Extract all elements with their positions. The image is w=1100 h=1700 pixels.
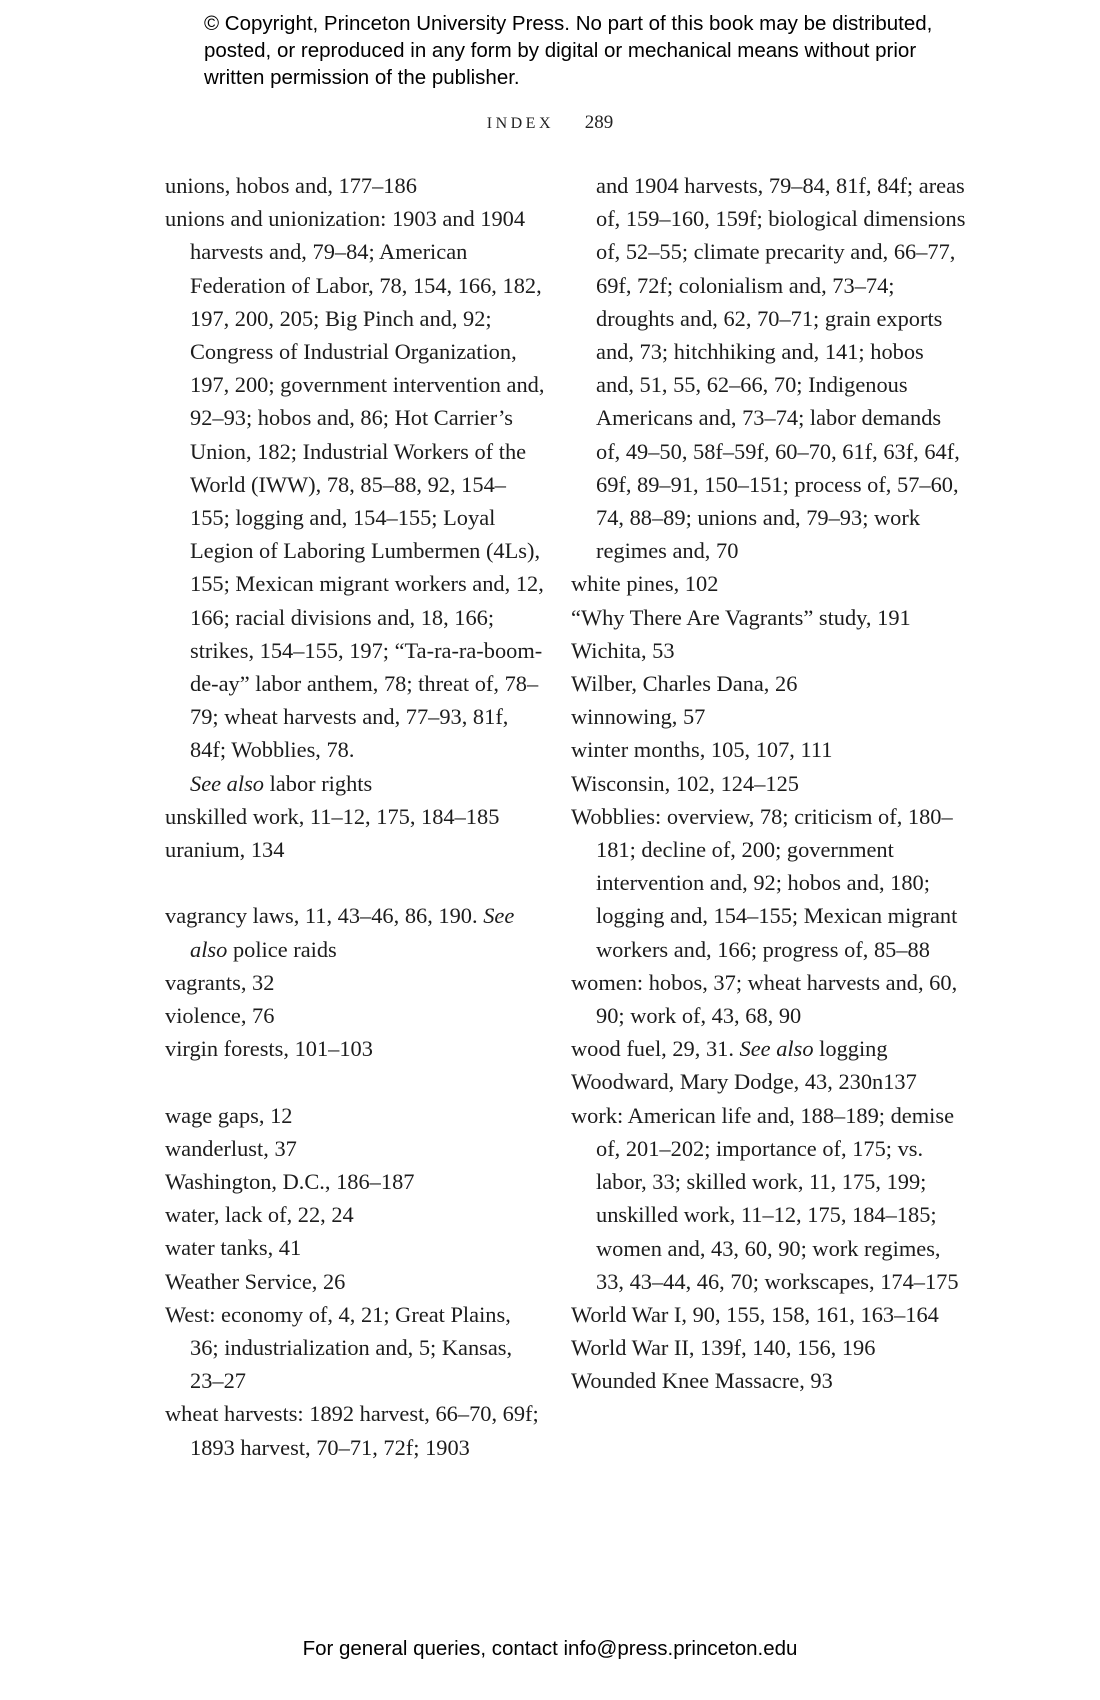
index-entry-text: Wounded Knee Massacre, 93 <box>571 1368 833 1394</box>
index-entry-text: World War I, 90, 155, 158, 161, 163–164 <box>571 1301 939 1327</box>
index-entry <box>571 634 966 667</box>
index-entry <box>165 1198 545 1231</box>
index-entry <box>571 1032 966 1065</box>
footer-contact: For general queries, contact info@press.princeton.edu <box>302 1637 798 1660</box>
index-entry <box>165 202 545 800</box>
index-entry-text: and 1904 harvests, 79–84, 81f, 84f; areas of, 159–160, 159f; biological dimensions of, 52–55; climate precarity and, 66–77, 69f, 72f; colonialism and, 73–74; droughts and, 62, 70–71; grain exports and, 73; hitchhiking and, 141; hobos and, 51, 55, 62–66, 70; Indigenous Americans and, 73–74; labor demands of, 49–50, 58f–59f, 60–70, 61f, 63f, 64f, 69f, 89–91, 150–151; process of, 57–60, 74, 88–89; unions and, 79–93; work regimes and, 70 <box>596 173 966 564</box>
index-entry-text: virgin forests, 101–103 <box>165 1036 373 1062</box>
letter-group-gap <box>165 866 545 899</box>
index-entry <box>571 567 966 600</box>
page-number: 289 <box>584 112 614 133</box>
index-entry-text: winnowing, 57 <box>571 704 706 730</box>
index-entry-text: Wichita, 53 <box>571 637 675 663</box>
index-entry <box>571 700 966 733</box>
index-entry <box>165 999 545 1032</box>
index-entry-text: unions, hobos and, 177–186 <box>165 173 417 198</box>
index-entry-text: “Why There Are Vagrants” study, 191 <box>571 604 911 630</box>
index-entry-text: water, lack of, 22, 24 <box>165 1202 354 1228</box>
index-entry-text: Weather Service, 26 <box>165 1268 346 1294</box>
index-entry-text: white pines, 102 <box>571 571 719 597</box>
running-head <box>0 112 1100 134</box>
index-entry <box>571 601 966 634</box>
index-entry-text: Wilber, Charles Dana, 26 <box>571 671 798 697</box>
index-entry <box>571 169 966 567</box>
index-entry <box>165 966 545 999</box>
index-entry <box>165 1298 545 1398</box>
index-column-left <box>165 169 545 1464</box>
index-entry-text: Woodward, Mary Dodge, 43, 230n137 <box>571 1069 917 1095</box>
see-also-target: police raids <box>232 936 337 962</box>
index-entry <box>165 1132 545 1165</box>
index-entry <box>571 667 966 700</box>
running-head-label: INDEX <box>486 115 554 132</box>
letter-group-gap <box>165 1065 545 1098</box>
index-entry <box>165 833 545 866</box>
index-entry <box>571 1099 966 1298</box>
index-entry <box>165 800 545 833</box>
index-entry <box>571 767 966 800</box>
index-entry-text: violence, 76 <box>165 1003 275 1029</box>
index-entry <box>165 1231 545 1264</box>
index-entry-text: vagrants, 32 <box>165 969 275 995</box>
index-entry <box>165 1265 545 1298</box>
index-entry <box>165 1397 545 1463</box>
see-also-label: See also <box>190 770 264 796</box>
index-column-right <box>571 169 966 1398</box>
index-entry-text: World War II, 139f, 140, 156, 196 <box>571 1335 876 1361</box>
index-entry <box>165 1165 545 1198</box>
index-entry-text: women: hobos, 37; wheat harvests and, 60, 90; work of, 43, 68, 90 <box>571 969 958 1029</box>
index-entry-text: water tanks, 41 <box>165 1235 302 1261</box>
index-entry-text: wage gaps, 12 <box>165 1102 293 1128</box>
see-also-label: See also <box>739 1036 814 1062</box>
index-entry-text: wanderlust, 37 <box>165 1135 297 1161</box>
index-entry-text: wheat harvests: 1892 harvest, 66–70, 69f; 1893 harvest, 70–71, 72f; 1903 <box>165 1401 539 1460</box>
index-entry-text: wood fuel, 29, 31. <box>571 1036 734 1062</box>
index-entry-text: Washington, D.C., 186–187 <box>165 1169 415 1195</box>
index-entry-text: unions and unionization: 1903 and 1904 harvests and, 79–84; American Federation of Labor, 78, 154, 166, 182, 197, 200, 205; Big Pinch and, 92; Congress of Industrial Organization, 197, 200; government intervention and, 92–93; hobos and, 86; Hot Carrier’s Union, 182; Industrial Workers of the World (IWW), 78, 85–88, 92, 154–155; logging and, 154–155; Loyal Legion of Laboring Lumbermen (4Ls), 155; Mexican migrant workers and, 12, 166; racial divisions and, 18, 166; strikes, 154–155, 197; “Ta-ra-ra-boom-de-ay” labor anthem, 78; threat of, 78–79; wheat harvests and, 77–93, 81f, 84f; Wobblies, 78. <box>165 206 545 763</box>
index-entry <box>165 1032 545 1065</box>
see-also-target: logging <box>819 1036 888 1062</box>
index-entry <box>165 1099 545 1132</box>
index-entry <box>165 169 545 202</box>
index-entry <box>571 800 966 966</box>
index-entry-text: winter months, 105, 107, 111 <box>571 737 833 763</box>
index-entry-text: work: American life and, 188–189; demise of, 201–202; importance of, 175; vs. labor, 33; skilled work, 11, 175, 199; unskilled work, 11–12, 175, 184–185; women and, 43, 60, 90; work regimes, 33, 43–44, 46, 70; workscapes, 174–175 <box>571 1102 959 1294</box>
index-entry <box>571 966 966 1032</box>
index-entry <box>571 1298 966 1331</box>
index-entry <box>571 1364 966 1397</box>
index-entry-text: Wobblies: overview, 78; criticism of, 180–181; decline of, 200; government intervention and, 92; hobos and, 180; logging and, 154–155; Mexican migrant workers and, 166; progress of, 85–88 <box>571 803 958 962</box>
copyright-notice: © Copyright, Princeton University Press. No part of this book may be distributed, posted, or reproduced in any form by digital or mechanical means without prior written permission of the publisher. <box>204 12 933 89</box>
index-entry-text: vagrancy laws, 11, 43–46, 86, 190. <box>165 903 478 929</box>
index-entry-text: uranium, 134 <box>165 837 285 863</box>
see-also-label: See also <box>190 903 515 962</box>
index-entry <box>571 1065 966 1098</box>
index-entry <box>571 733 966 766</box>
index-entry-text: unskilled work, 11–12, 175, 184–185 <box>165 803 500 829</box>
index-entry <box>165 899 545 965</box>
see-also-target: labor rights <box>269 770 373 796</box>
index-entry-text: West: economy of, 4, 21; Great Plains, 36; industrialization and, 5; Kansas, 23–27 <box>165 1301 513 1394</box>
index-entry <box>571 1331 966 1364</box>
index-entry-text: Wisconsin, 102, 124–125 <box>571 770 799 796</box>
